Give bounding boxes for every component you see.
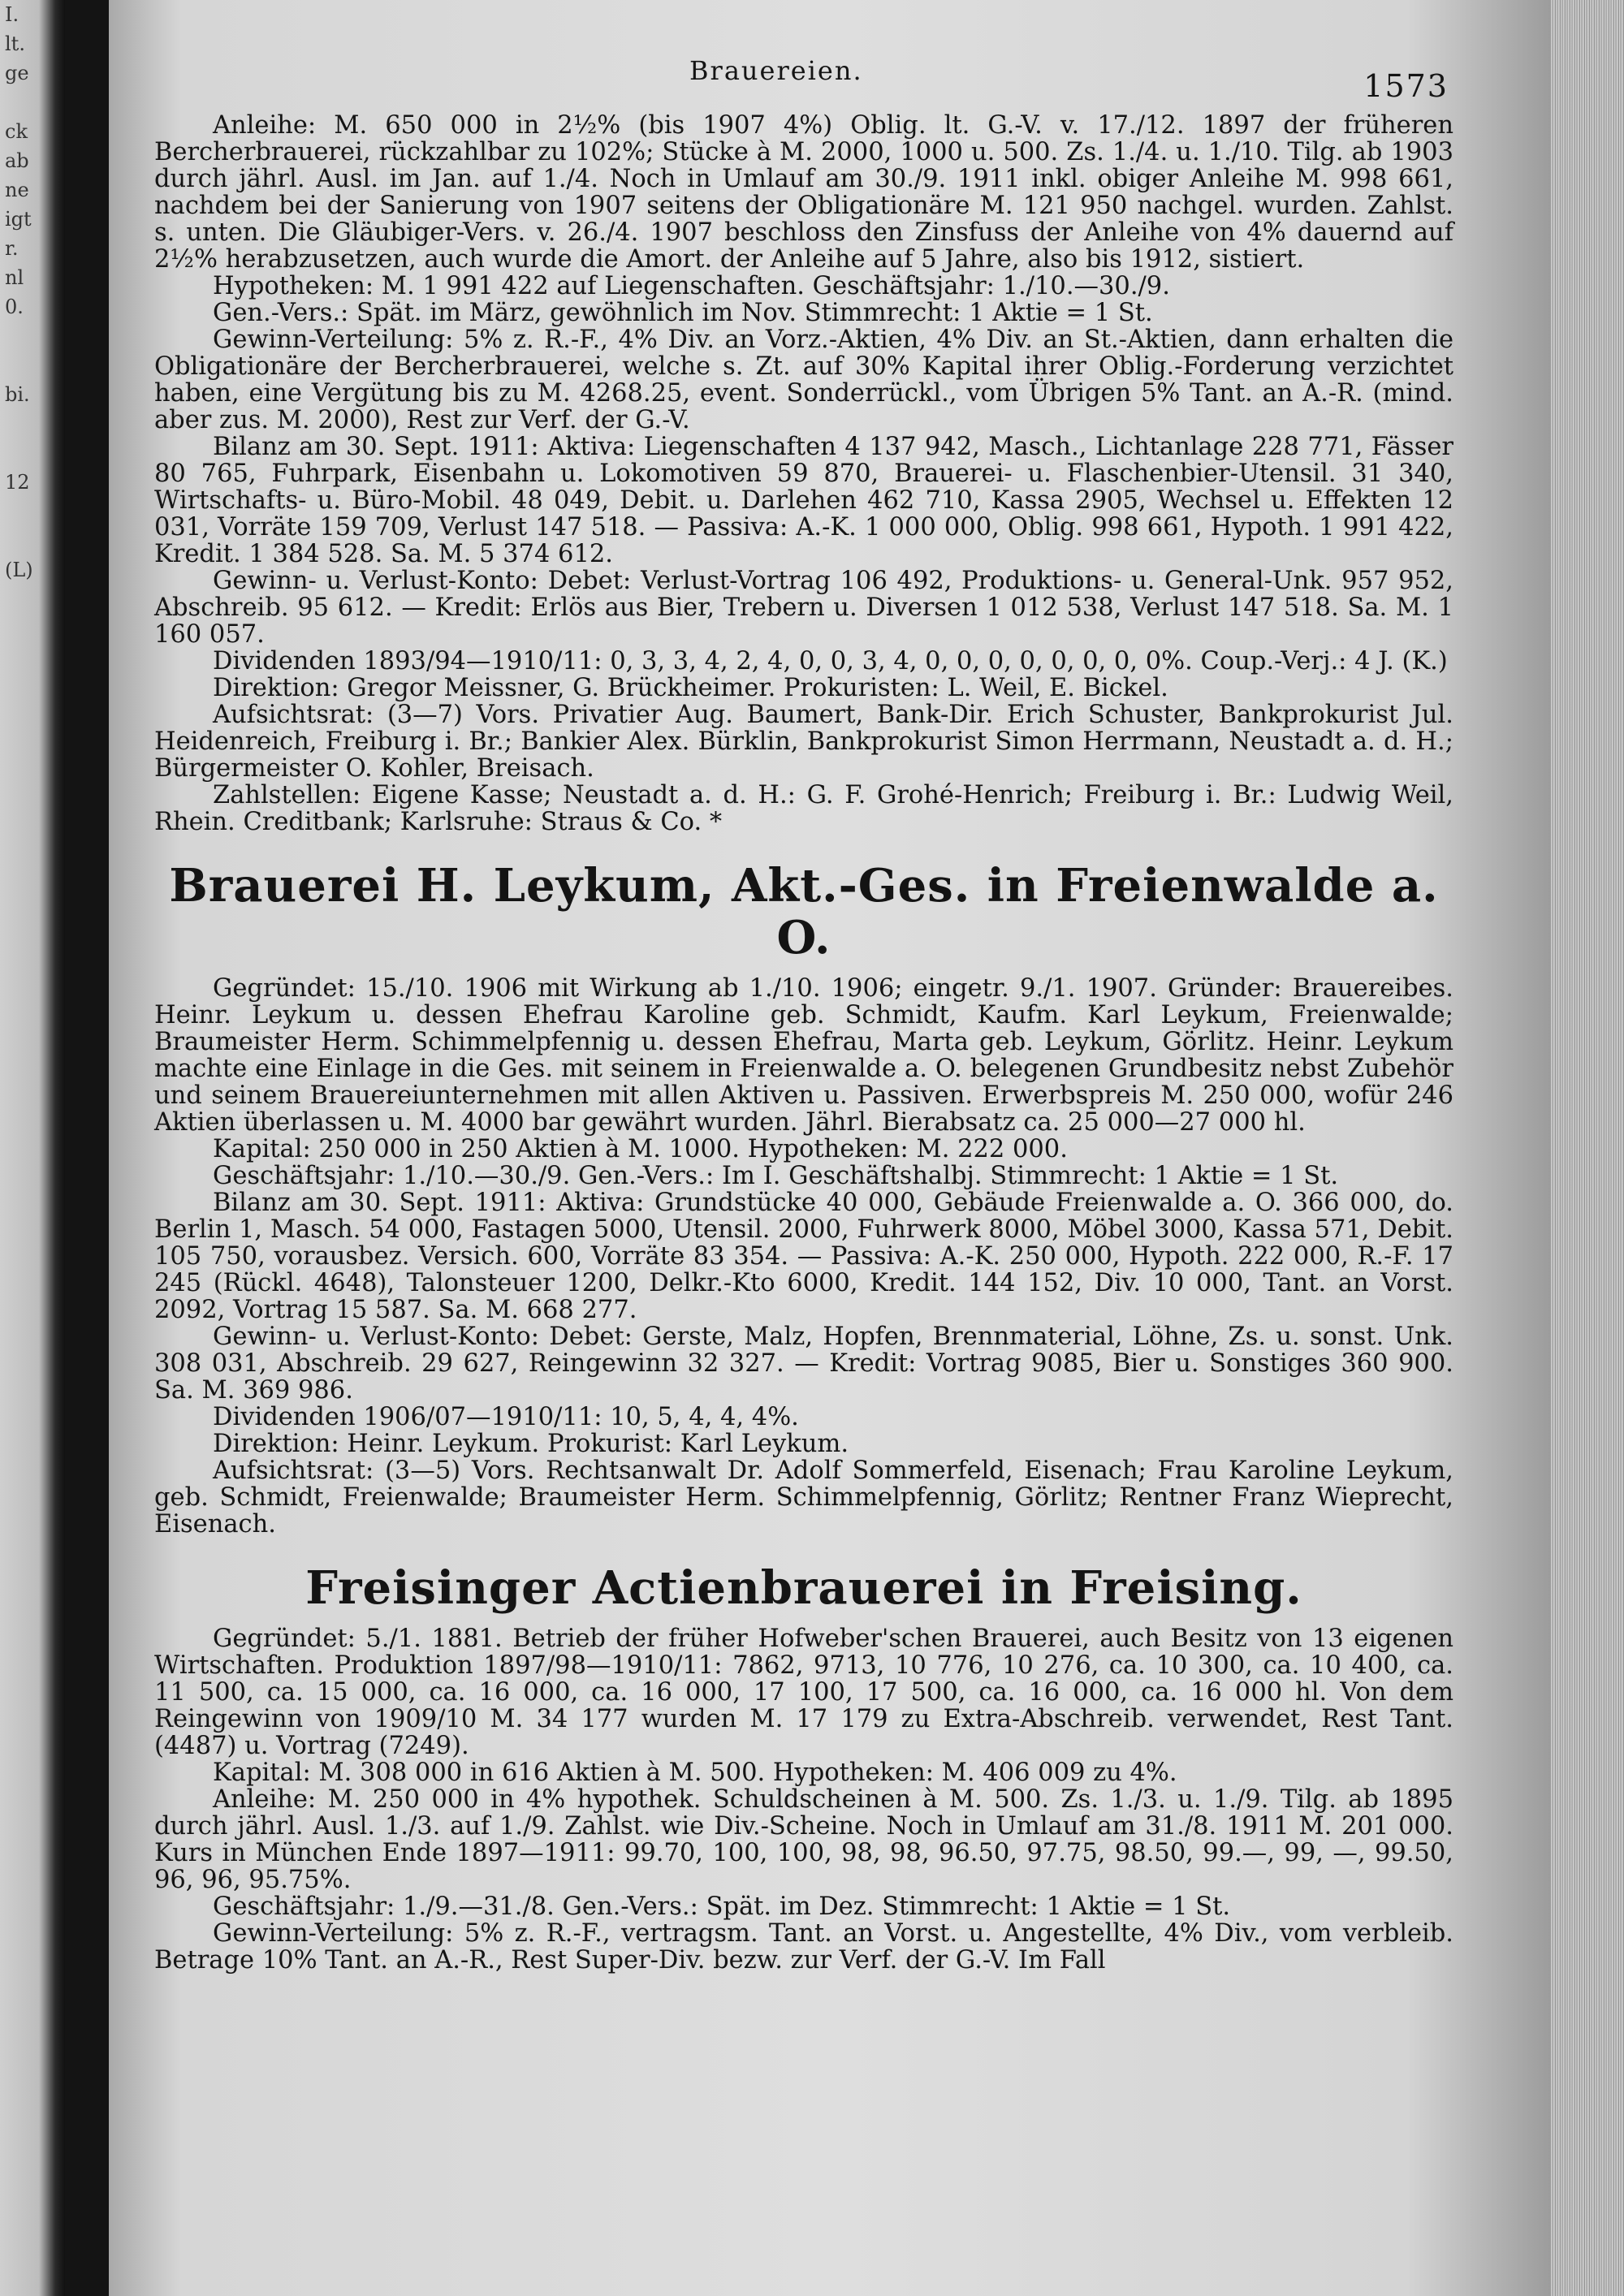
margin-fragment xyxy=(0,731,65,760)
page-header xyxy=(109,55,1449,104)
paragraph-direktion: Direktion: Heinr. Leykum. Prokurist: Karl Leykum. xyxy=(213,1430,849,1458)
margin-fragment xyxy=(0,643,65,672)
entry-freising xyxy=(154,1625,1453,1974)
paragraph-anleihe: Anleihe: M. 650 000 in 2½% (bis 1907 4%) Oblig. lt. G.-V. v. 17./12. 1897 der früheren Bercherbrauerei, rückzahlbar zu 102%; Stücke à M. 2000, 1000 u. 500. Zs. 1./4. u. 1./10. Tilg. ab 1903 durch jährl. Ausl. im Jan. auf 1./4. Noch in Umlauf am 30./9. 1911 inkl. obiger Anleihe M. 998 661, nachdem bei der Sanierung von 1907 seitens der Obligationäre M. 121 950 nachgel. wurden. Zahlst. s. unten. Die Gläubiger-Vers. v. 26./4. 1907 beschloss den Zinsfuss der Anleihe von 4% dauernd auf 2½% herabzusetzen, auch wurde die Amort. der Anleihe auf 5 Jahre, also bis 1912, sistiert. xyxy=(154,111,1453,274)
paragraph-bilanz: Bilanz am 30. Sept. 1911: Aktiva: Grundstücke 40 000, Gebäude Freienwalde a. O. 366 000, do. Berlin 1, Masch. 54 000, Fastagen 5000, Utensil. 2000, Fuhrwerk 8000, Möbel 3000, Kassa 571, Debit. 105 750, vorausbez. Versich. 600, Vorräte 83 354. — Passiva: A.-K. 250 000, Hypoth. 222 000, R.-F. 17 245 (Rückl. 4648), Talonsteuer 1200, Delkr.-Kto 6000, Kredit. 144 152, Div. 10 000, Tant. an Vorst. 2092, Vortrag 15 587. Sa. M. 668 277. xyxy=(154,1189,1453,1324)
margin-fragment xyxy=(0,672,65,701)
paragraph-anleihe: Anleihe: M. 250 000 in 4% hypothek. Schuldscheinen à M. 500. Zs. 1./3. u. 1./9. Tilg. ab 1895 durch jährl. Ausl. 1./3. auf 1./9. Zahlst. wie Div.-Scheine. Noch in Umlauf am 31./8. 1911 M. 201 000. Kurs in München Ende 1897—1911: 99.70, 100, 100, 98, 98, 96.50, 97.75, 98.50, 99.—, 99, —, 99.50, 96, 96, 95.75%. xyxy=(154,1785,1453,1894)
paragraph-gewinn-verlust: Gewinn- u. Verlust-Konto: Debet: Gerste, Malz, Hopfen, Brennmaterial, Löhne, Zs. u. sonst. Unk. 308 031, Abschreib. 29 627, Reingewinn 32 327. — Kredit: Vortrag 9085, Bier u. Sonstiges 360 900. Sa. M. 369 986. xyxy=(154,1323,1453,1405)
paragraph-bilanz: Bilanz am 30. Sept. 1911: Aktiva: Liegenschaften 4 137 942, Masch., Lichtanlage 228 771, Fässer 80 765, Fuhrpark, Eisenbahn u. Lokomotiven 59 870, Brauerei- u. Flaschenbier-Utensil. 31 340, Wirtschafts- u. Büro-Mobil. 48 049, Debit. u. Darlehen 462 710, Kassa 2905, Wechsel u. Effekten 12 031, Vorräte 159 709, Verlust 147 518. — Passiva: A.-K. 1 000 000, Oblig. 998 661, Hypoth. 1 991 422, Kredit. 1 384 528. Sa. M. 5 374 612. xyxy=(154,433,1453,568)
page-stack-edge xyxy=(1551,0,1624,2296)
paragraph-dividenden: Dividenden 1893/94—1910/11: 0, 3, 3, 4, 2, 4, 0, 0, 3, 4, 0, 0, 0, 0, 0, 0, 0, 0%. Coup.-Verj.: 4 J. (K.) xyxy=(213,647,1448,675)
margin-fragment xyxy=(0,526,65,555)
margin-fragment: 12 xyxy=(5,471,30,494)
paragraph-direktion: Direktion: Gregor Meissner, G. Brückheimer. Prokuristen: L. Weil, E. Bickel. xyxy=(213,674,1168,702)
paragraph-gewinn-verlust: Gewinn- u. Verlust-Konto: Debet: Verlust-Vortrag 106 492, Produktions- u. General-Unk. 957 952, Abschreib. 95 612. — Kredit: Erlös aus Bier, Trebern u. Diversen 1 012 538, Verlust 147 518. Sa. M. 1 160 057. xyxy=(154,567,1453,649)
paragraph-gegruendet: Gegründet: 5./1. 1881. Betrieb der früher Hofweber'schen Brauerei, auch Besitz von 13 eigenen Wirtschaften. Produktion 1897/98—1910/11: 7862, 9713, 10 776, 10 276, ca. 10 300, ca. 10 400, ca. 11 500, ca. 15 000, ca. 16 000, ca. 16 000, 17 100, 17 500, ca. 16 000, ca. 16 000 hl. Von dem Reingewinn von 1909/10 M. 34 177 wurden M. 17 179 zu Extra-Abschreib. verwendet, Rest Tant. (4487) u. Vortrag (7249). xyxy=(154,1625,1453,1760)
entry-leykum xyxy=(154,975,1453,1538)
entry-bercher-continuation xyxy=(154,112,1453,835)
paragraph-gewinn-verteilung: Gewinn-Verteilung: 5% z. R.-F., 4% Div. an Vorz.-Aktien, 4% Div. an St.-Aktien, dann erhalten die Obligationäre der Bercherbrauerei, welche s. Zt. auf 30% Kapital ihrer Oblig.-Forderung verzichtet haben, eine Vergütung bis zu M. 4268.25, event. Sonderrückl., vom Übrigen 5% Tant. an A.-R. (mind. aber zus. M. 2000), Rest zur Verf. der G.-V. xyxy=(154,326,1453,434)
paragraph-aufsichtsrat: Aufsichtsrat: (3—7) Vors. Privatier Aug. Baumert, Bank-Dir. Erich Schuster, Bankprokurist Jul. Heidenreich, Freiburg i. Br.; Bankier Alex. Bürklin, Bankprokurist Simon Herrmann, Neustadt a. d. H.; Bürgermeister O. Kohler, Breisach. xyxy=(154,701,1453,783)
margin-fragment xyxy=(0,322,65,351)
paragraph-gen-vers: Gen.-Vers.: Spät. im März, gewöhnlich im Nov. Stimmrecht: 1 Aktie = 1 St. xyxy=(213,299,1153,327)
company-title-freising: Freisinger Actienbrauerei in Freising. xyxy=(305,1561,1302,1615)
margin-fragment xyxy=(0,88,65,117)
running-title: Brauereien. xyxy=(689,55,863,86)
margin-fragment: nl xyxy=(5,266,24,289)
margin-fragment: bi. xyxy=(5,383,30,406)
margin-fragment: ck xyxy=(5,120,28,143)
paragraph-geschaeftsjahr: Geschäftsjahr: 1./9.—31./8. Gen.-Vers.: Spät. im Dez. Stimmrecht: 1 Aktie = 1 St. xyxy=(213,1892,1231,1921)
margin-fragment: ge xyxy=(5,62,29,84)
paragraph-gegruendet: Gegründet: 15./10. 1906 mit Wirkung ab 1./10. 1906; eingetr. 9./1. 1907. Gründer: Brauereibes. Heinr. Leykum u. dessen Ehefrau Karoline geb. Schmidt, Kaufm. Karl Leykum, Freienwalde; Braumeister Herm. Schimmelpfennig u. dessen Ehefrau, Marta geb. Leykum, Görlitz. Heinr. Leykum machte eine Einlage in die Ges. mit seinem in Freienwalde a. O. belegenen Grundbesitz nebst Zubehör und seinem Brauereiunternehmen mit allen Aktiven u. Passiven. Erwerbspreis M. 250 000, wofür 246 Aktien überlassen u. M. 4000 bar gewährt wurden. Jährl. Bierabsatz ca. 25 000—27 000 hl. xyxy=(154,974,1453,1137)
margin-fragment xyxy=(0,789,65,818)
margin-fragment xyxy=(0,760,65,789)
margin-fragment: I. xyxy=(5,3,19,26)
margin-fragment: igt xyxy=(5,208,32,231)
adjacent-page-edge xyxy=(0,0,65,2296)
margin-fragment xyxy=(0,409,65,438)
margin-fragment: 0. xyxy=(5,296,24,318)
page-number: 1573 xyxy=(1363,68,1449,104)
margin-fragment xyxy=(0,497,65,526)
margin-fragment xyxy=(0,701,65,731)
page-content xyxy=(154,112,1453,1974)
margin-fragment: ab xyxy=(5,149,29,172)
margin-fragment: r. xyxy=(5,237,19,260)
margin-fragment xyxy=(0,438,65,468)
paragraph-dividenden: Dividenden 1906/07—1910/11: 10, 5, 4, 4, 4%. xyxy=(213,1403,799,1431)
paragraph-kapital: Kapital: M. 308 000 in 616 Aktien à M. 500. Hypotheken: M. 406 009 zu 4%. xyxy=(213,1759,1177,1787)
paragraph-gewinn-verteilung: Gewinn-Verteilung: 5% z. R.-F., vertragsm. Tant. an Vorst. u. Angestellte, 4% Div., vom verbleib. Betrage 10% Tant. an A.-R., Rest Super-Div. bezw. zur Verf. der G.-V. Im Fall xyxy=(154,1919,1453,1974)
margin-fragment: (L) xyxy=(5,559,33,581)
document-page xyxy=(109,0,1551,2296)
company-title-leykum: Brauerei H. Leykum, Akt.-Ges. in Freienwalde a. O. xyxy=(169,859,1439,965)
paragraph-hypotheken: Hypotheken: M. 1 991 422 auf Liegenschaften. Geschäftsjahr: 1./10.—30./9. xyxy=(213,272,1170,300)
paragraph-aufsichtsrat: Aufsichtsrat: (3—5) Vors. Rechtsanwalt Dr. Adolf Sommerfeld, Eisenach; Frau Karoline Leykum, geb. Schmidt, Freienwalde; Braumeister Herm. Schimmelpfennig, Görlitz; Rentner Franz Wieprecht, Eisenach. xyxy=(154,1457,1453,1539)
margin-fragment: lt. xyxy=(5,32,25,55)
margin-fragment xyxy=(0,351,65,380)
paragraph-zahlstellen: Zahlstellen: Eigene Kasse; Neustadt a. d. H.: G. F. Grohé-Henrich; Freiburg i. Br.: Ludwig Weil, Rhein. Creditbank; Karlsruhe: Straus & Co. * xyxy=(154,781,1453,836)
paragraph-geschaeftsjahr: Geschäftsjahr: 1./10.—30./9. Gen.-Vers.: Im I. Geschäftshalbj. Stimmrecht: 1 Aktie = 1 St. xyxy=(213,1162,1339,1190)
margin-fragment: ne xyxy=(5,179,29,201)
margin-fragment xyxy=(0,614,65,643)
paragraph-kapital: Kapital: 250 000 in 250 Aktien à M. 1000. Hypotheken: M. 222 000. xyxy=(213,1135,1068,1163)
margin-fragment xyxy=(0,585,65,614)
